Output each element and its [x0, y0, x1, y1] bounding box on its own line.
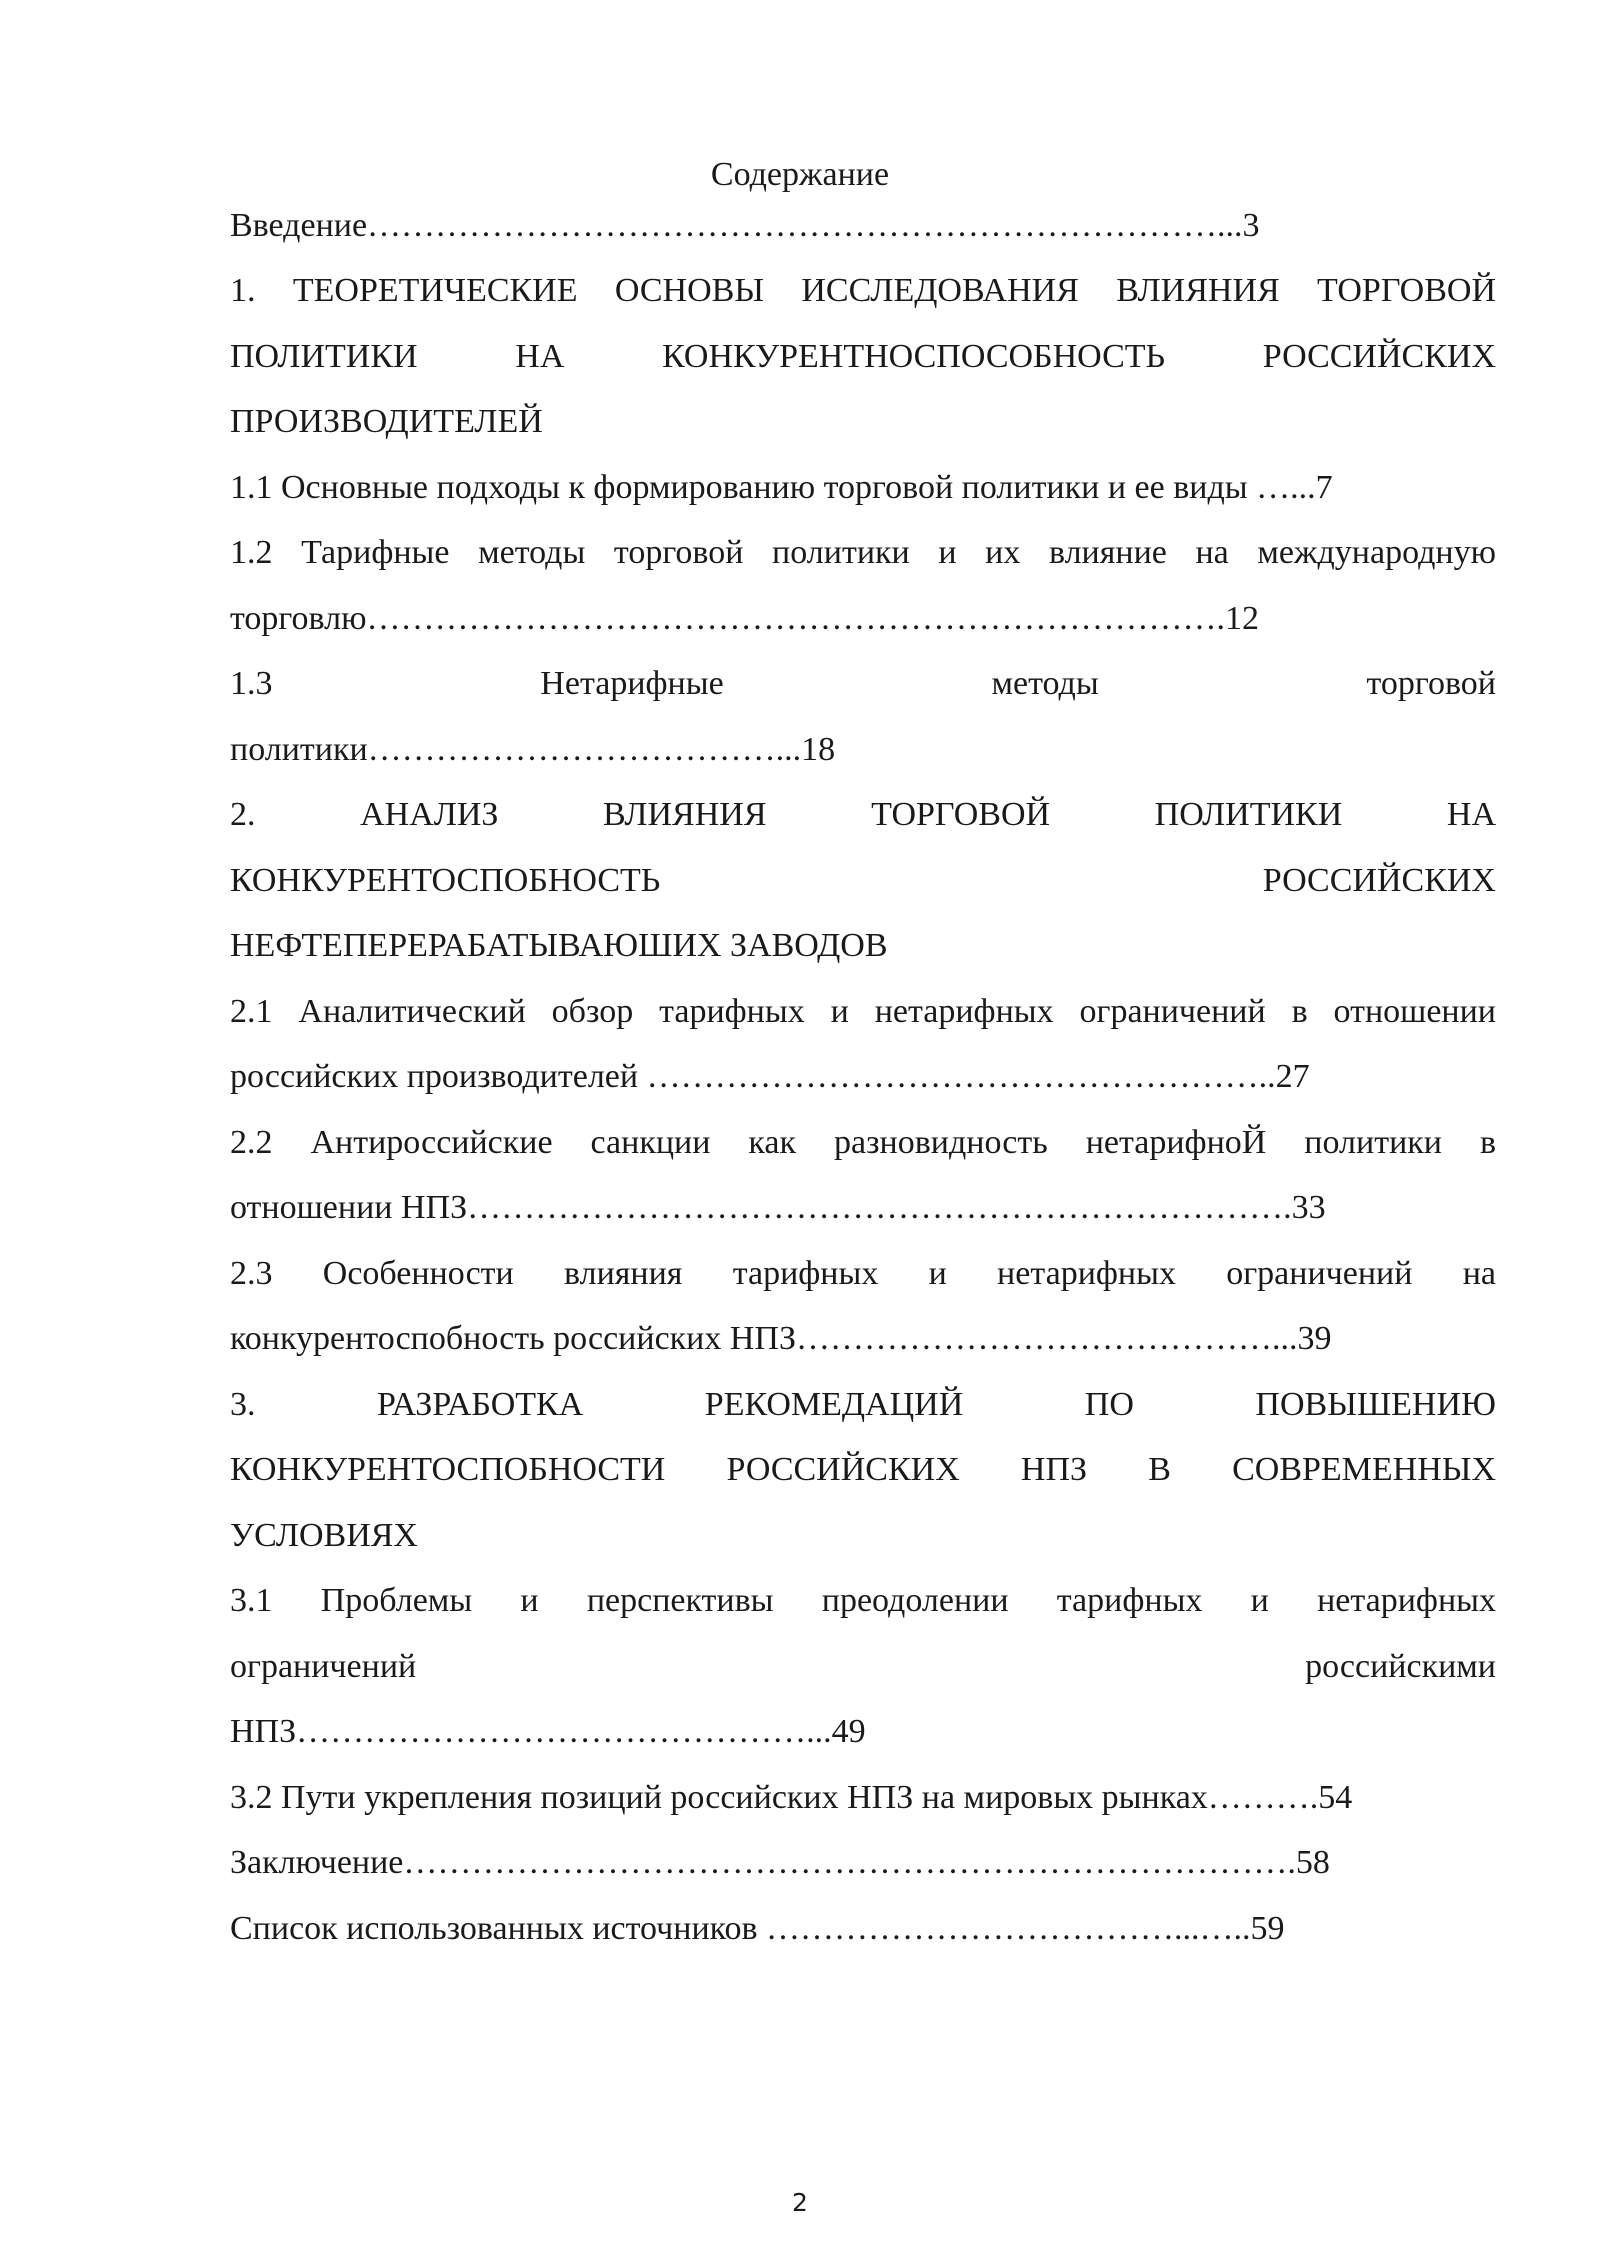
toc-entry-3-2: 3.2 Пути укрепления позиций российских НПЗ на мировых рынках……….54	[230, 1778, 1353, 1816]
toc-line: ПРОИЗВОДИТЕЛЕЙ	[230, 403, 543, 440]
toc-entry-conclusion: Заключение…………………………………………………………………….58	[230, 1844, 1330, 1881]
toc-line: 2.1 Аналитический обзор тарифных и нетарифных ограничений в отношении	[230, 992, 1496, 1030]
toc-line: УСЛОВИЯХ	[230, 1516, 418, 1554]
toc-entry-2-1	[230, 979, 1496, 1110]
toc-entry-chapter-2	[230, 782, 1496, 979]
toc-line: 3.1 Проблемы и перспективы преодолении тарифных и нетарифных	[230, 1582, 1496, 1619]
toc-entry-2-3	[230, 1241, 1496, 1372]
toc-entry-1-3	[230, 651, 1496, 782]
toc-heading: Содержание	[710, 156, 890, 193]
page-number: 2	[792, 2188, 808, 2217]
toc-line: КОНКУРЕНТОСПОБНОСТИ РОССИЙСКИХ НПЗ В СОВРЕМЕННЫХ	[230, 1451, 1496, 1488]
toc-entry-3-1	[230, 1568, 1496, 1765]
toc-line: отношении НПЗ……………………………………………………………….33	[230, 1189, 1326, 1226]
table-of-contents	[230, 200, 1496, 1961]
toc-line: НПЗ………………………………………...49	[230, 1713, 866, 1750]
toc-line: ПОЛИТИКИ НА КОНКУРЕНТНОСПОСОБНОСТЬ РОССИЙСКИХ	[230, 337, 1496, 375]
toc-line: политики………………………………...18	[230, 730, 836, 768]
toc-entry-chapter-1	[230, 258, 1496, 455]
toc-entry-introduction: Введение…………………………………………………………………...3	[230, 207, 1260, 244]
toc-line: 3. РАЗРАБОТКА РЕКОМЕДАЦИЙ ПО ПОВЫШЕНИЮ	[230, 1385, 1496, 1423]
toc-line: КОНКУРЕНТОСПОБНОСТЬ РОССИЙСКИХ	[230, 861, 1496, 899]
toc-line: НЕФТЕПЕРЕРАБАТЫВАЮШИХ ЗАВОДОВ	[230, 927, 888, 964]
toc-entry-1-1: 1.1 Основные подходы к формированию торговой политики и ее виды …...7	[230, 468, 1333, 506]
toc-line: 2.2 Антироссийские санкции как разновидность нетарифноЙ политики в	[230, 1123, 1496, 1161]
toc-entry-2-2	[230, 1110, 1496, 1241]
toc-line: 1.3 Нетарифные методы торговой	[230, 665, 1496, 702]
toc-line: 1.2 Тарифные методы торговой политики и их влияние на международную	[230, 534, 1496, 571]
toc-line: 2. АНАЛИЗ ВЛИЯНИЯ ТОРГОВОЙ ПОЛИТИКИ НА	[230, 796, 1496, 833]
toc-line: 1. ТЕОРЕТИЧЕСКИЕ ОСНОВЫ ИССЛЕДОВАНИЯ ВЛИЯНИЯ ТОРГОВОЙ	[230, 272, 1496, 309]
toc-line: торговлю………………………………………………………………….12	[230, 599, 1259, 637]
toc-entry-references: Список использованных источников ………………………………...…..59	[230, 1909, 1285, 1947]
toc-entry-1-2	[230, 520, 1496, 651]
toc-entry-chapter-3	[230, 1372, 1496, 1569]
toc-line: конкурентоспобность российских НПЗ……………………………………...39	[230, 1320, 1332, 1357]
toc-line: 2.3 Особенности влияния тарифных и нетарифных ограничений на	[230, 1254, 1496, 1292]
toc-line: ограничений российскими	[230, 1647, 1496, 1685]
toc-line: российских производителей ………………………………………………..27	[230, 1058, 1310, 1095]
